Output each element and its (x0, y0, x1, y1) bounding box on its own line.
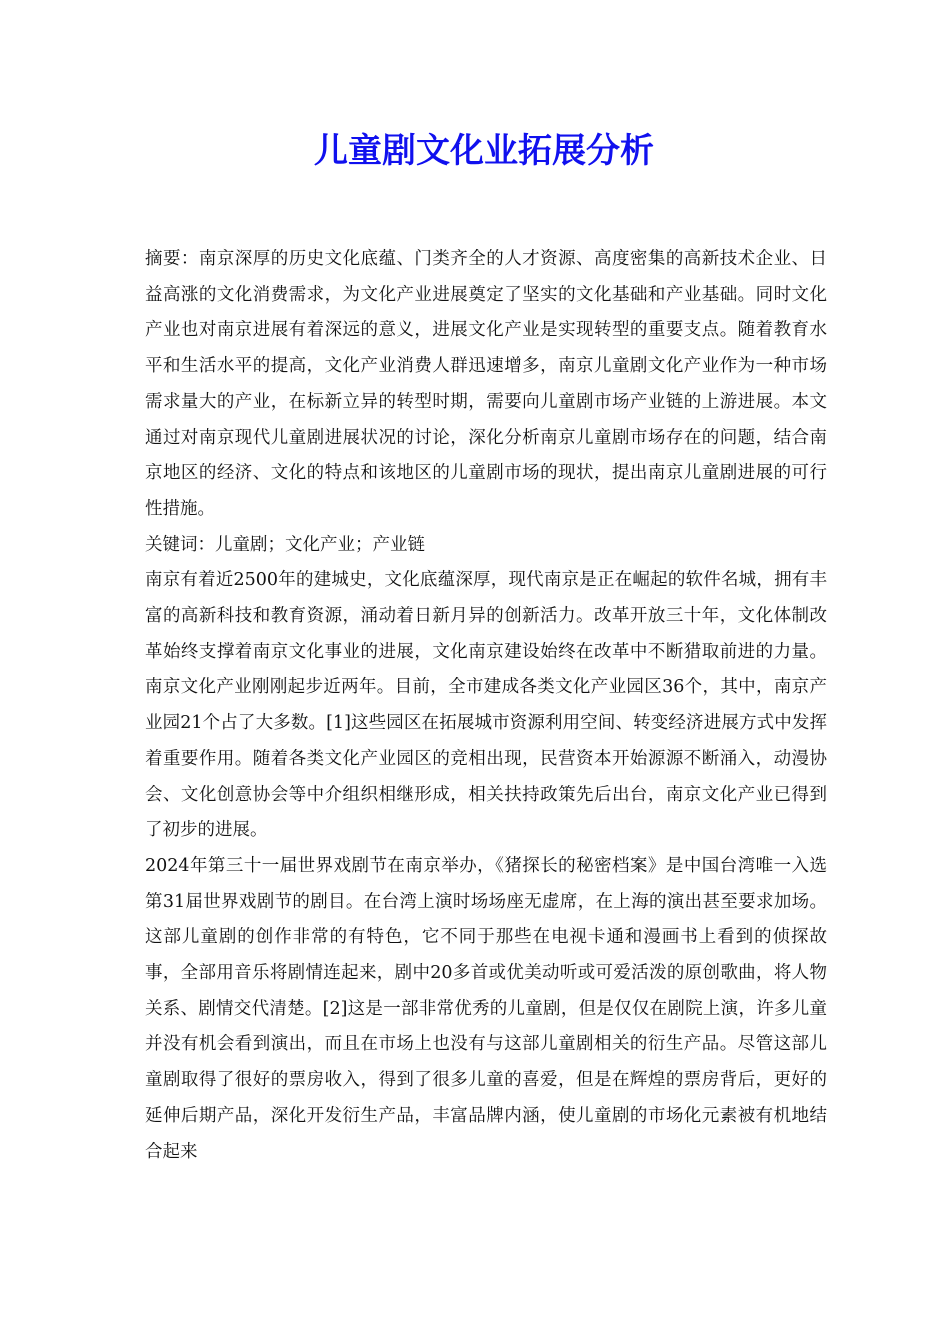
page-title: 儿童剧文化业拓展分析 (314, 131, 654, 171)
abstract-text: 南京深厚的历史文化底蕴、门类齐全的人才资源、高度密集的高新技术企业、日益高涨的文化消费需求，为文化产业进展奠定了坚实的文化基础和产业基础。同时文化产业也对南京进展有着深远的意义，进展文化产业是实现转型的重要支点。随着教育水平和生活水平的提高，文化产业消费人群迅速增多，南京儿童剧文化产业作为一种市场需求量大的产业，在标新立异的转型时期，需要向儿童剧市场产业链的上游进展。本文通过对南京现代儿童剧进展状况的讨论，深化分析南京儿童剧市场存在的问题，结合南京地区的经济、文化的特点和该地区的儿童剧市场的现状，提出南京儿童剧进展的可行性措施。 (145, 249, 828, 519)
body-paragraph-2: 2024年第三十一届世界戏剧节在南京举办，《猪探长的秘密档案》是中国台湾唯一入选第31届世界戏剧节的剧目。在台湾上演时场场座无虚席，在上海的演出甚至要求加场。这部儿童剧的创作非常的有特色，它不同于那些在电视卡通和漫画书上看到的侦探故事，全部用音乐将剧情连起来，剧中20多首或优美动听或可爱活泼的原创歌曲，将人物关系、剧情交代清楚。[2]这是一部非常优秀的儿童剧，但是仅仅在剧院上演，许多儿童并没有机会看到演出，而且在市场上也没有与这部儿童剧相关的衍生产品。尽管这部儿童剧取得了很好的票房收入，得到了很多儿童的喜爱，但是在辉煌的票房背后，更好的延伸后期产品，深化开发衍生产品，丰富品牌内涵，使儿童剧的市场化元素被有机地结合起来 (145, 855, 827, 1162)
body-paragraph-1: 南京有着近2500年的建城史，文化底蕴深厚，现代南京是正在崛起的软件名城，拥有丰富的高新科技和教育资源，涌动着日新月异的创新活力。改革开放三十年，文化体制改革始终支撑着南京文化事业的进展，文化南京建设始终在改革中不断猎取前进的力量。南京文化产业刚刚起步近两年。目前，全市建成各类文化产业园区36个，其中，南京产业园21个占了大多数。[1]这些园区在拓展城市资源利用空间、转变经济进展方式中发挥着重要作用。随着各类文化产业园区的竞相出现，民营资本开始源源不断涌入，动漫协会、文化创意协会等中介组织相继形成，相关扶持政策先后出台，南京文化产业已得到了初步的进展。 (145, 570, 827, 841)
abstract-paragraph (145, 242, 827, 528)
keywords-paragraph (145, 528, 827, 564)
document-body (145, 242, 827, 1170)
abstract-label: 摘要： (145, 249, 199, 269)
keywords-label: 关键词： (145, 534, 215, 555)
keywords-text: 儿童剧；文化产业；产业链 (215, 534, 425, 555)
